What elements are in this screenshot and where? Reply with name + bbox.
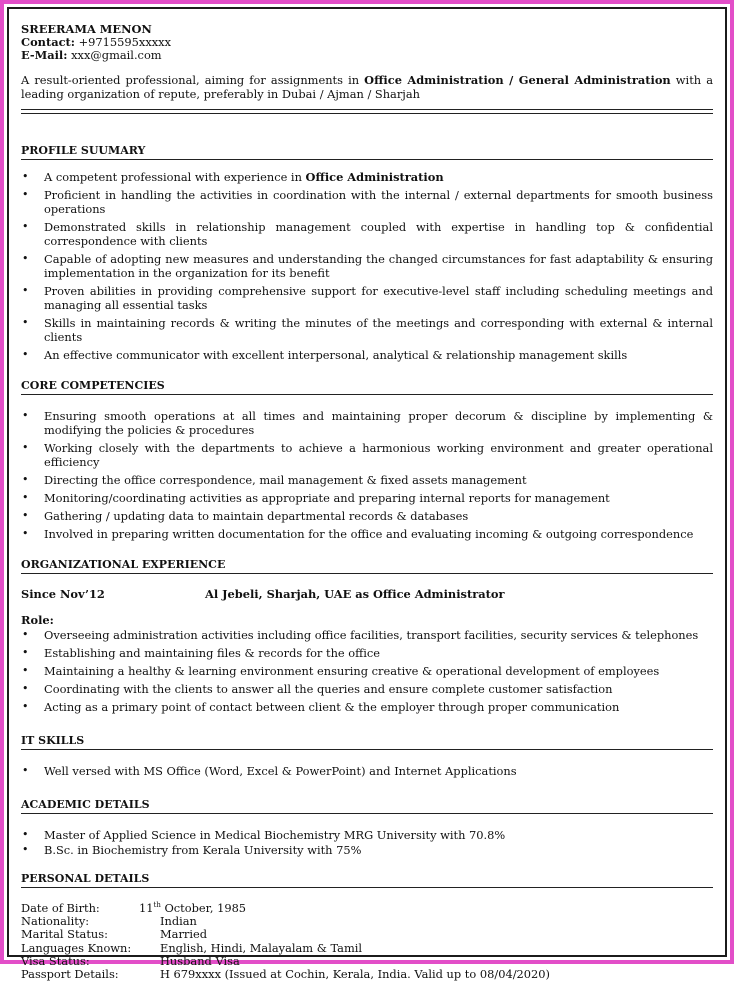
objective-part1: A result-oriented professional, aiming for assignments in <box>21 73 365 87</box>
personal-row <box>21 914 713 927</box>
personal-label: Nationality: <box>21 914 90 929</box>
experience-header <box>21 587 713 601</box>
email-value: xxx@gmail.com <box>71 48 162 62</box>
list-item: • An effective communicator with excellent interpersonal, analytical & relationship management skills <box>21 348 713 362</box>
profile-section-title: PROFILE SUUMARY <box>21 144 713 160</box>
dob-suffix: th <box>153 901 161 910</box>
contact-value: +9715595xxxxx <box>78 35 172 49</box>
personal-value: H 679xxxx (Issued at Cochin, Kerala, India. Valid up to 08/04/2020) <box>160 966 550 981</box>
personal-label: Passport Details: <box>21 966 119 981</box>
list-item: • Well versed with MS Office (Word, Excel & PowerPoint) and Internet Applications <box>21 764 713 778</box>
personal-label: Visa Status: <box>21 953 90 968</box>
list-item: • Master of Applied Science in Medical Biochemistry MRG University with 70.8% <box>21 828 713 842</box>
candidate-name: SREERAMA MENON <box>21 22 152 36</box>
resume-page <box>21 22 713 980</box>
profile-item-highlight: Office Administration <box>305 170 444 184</box>
list-item: • Gathering / updating data to maintain departmental records & databases <box>21 509 713 523</box>
competencies-section-title: CORE COMPETENCIES <box>21 379 713 395</box>
list-item: • Monitoring/coordinating activities as appropriate and preparing internal reports for management <box>21 491 713 505</box>
list-item <box>21 170 713 184</box>
email-line <box>21 48 713 61</box>
personal-row <box>21 954 713 967</box>
personal-value: Indian <box>160 914 197 929</box>
objective-part2: with a leading organization of repute, preferably in Dubai / Ajman / Sharjah <box>21 73 713 101</box>
role-list <box>21 628 713 714</box>
experience-position: Al Jebeli, Sharjah, UAE as Office Administrator <box>205 587 505 601</box>
role-label: Role: <box>21 613 54 627</box>
list-item: • Directing the office correspondence, mail management & fixed assets management <box>21 473 713 487</box>
personal-value: Husband Visa <box>160 953 240 968</box>
personal-row <box>21 941 713 954</box>
list-item: • Establishing and maintaining files & records for the office <box>21 646 713 660</box>
list-item: • Involved in preparing written documentation for the office and evaluating incoming & outgoing correspondence <box>21 527 713 541</box>
personal-value: English, Hindi, Malayalam & Tamil <box>160 940 363 955</box>
objective-text <box>21 73 713 101</box>
profile-list <box>21 170 713 362</box>
personal-value <box>139 901 246 914</box>
list-item: • Capable of adopting new measures and understanding the changed circumstances for fast adaptability & ensuring implementation in the organization for its benefit <box>21 252 713 280</box>
contact-label: Contact: <box>21 35 75 49</box>
personal-section-title: PERSONAL DETAILS <box>21 872 713 888</box>
personal-label: Marital Status: <box>21 927 108 942</box>
list-item: • Proficient in handling the activities in coordination with the internal / external departments for smooth business operations <box>21 188 713 216</box>
academic-section-title: ACADEMIC DETAILS <box>21 798 713 814</box>
competencies-list <box>21 409 713 541</box>
personal-row <box>21 927 713 940</box>
personal-label: Date of Birth: <box>21 901 100 915</box>
personal-row <box>21 967 713 980</box>
objective-highlight: Office Administration / General Administration <box>364 73 671 87</box>
objective-divider <box>21 109 713 114</box>
personal-value: Married <box>160 927 208 942</box>
personal-label: Languages Known: <box>21 940 132 955</box>
profile-item-prefix: A competent professional with experience in <box>44 170 306 184</box>
experience-since: Since Nov’12 <box>21 587 105 601</box>
email-label: E-Mail: <box>21 48 68 62</box>
list-item: • Overseeing administration activities including office facilities, transport facilities, security services & telephones <box>21 628 713 642</box>
list-item: • B.Sc. in Biochemistry from Kerala University with 75% <box>21 843 713 857</box>
it-skills-section-title: IT SKILLS <box>21 734 713 750</box>
list-item: • Maintaining a healthy & learning environment ensuring creative & operational development of employees <box>21 664 713 678</box>
dob-day: 11 <box>139 901 154 915</box>
list-item: • Proven abilities in providing comprehensive support for executive-level staff including scheduling meetings and managing all essential tasks <box>21 284 713 312</box>
list-item: • Demonstrated skills in relationship management coupled with expertise in handling top & confidential correspondence with clients <box>21 220 713 248</box>
personal-details-table <box>21 901 713 980</box>
contact-line <box>21 35 713 48</box>
dob-rest: October, 1985 <box>160 901 247 915</box>
list-item: • Skills in maintaining records & writing the minutes of the meetings and corresponding with external & internal clients <box>21 316 713 344</box>
list-item: • Working closely with the departments to achieve a harmonious working environment and greater operational efficiency <box>21 441 713 469</box>
experience-section-title: ORGANIZATIONAL EXPERIENCE <box>21 558 713 574</box>
it-skills-list <box>21 764 713 778</box>
list-item: • Coordinating with the clients to answer all the queries and ensure complete customer satisfaction <box>21 682 713 696</box>
personal-row-dob <box>21 901 713 914</box>
list-item: • Acting as a primary point of contact between client & the employer through proper communication <box>21 700 713 714</box>
academic-list <box>21 828 713 857</box>
list-item: • Ensuring smooth operations at all times and maintaining proper decorum & discipline by implementing & modifying the policies & procedures <box>21 409 713 437</box>
